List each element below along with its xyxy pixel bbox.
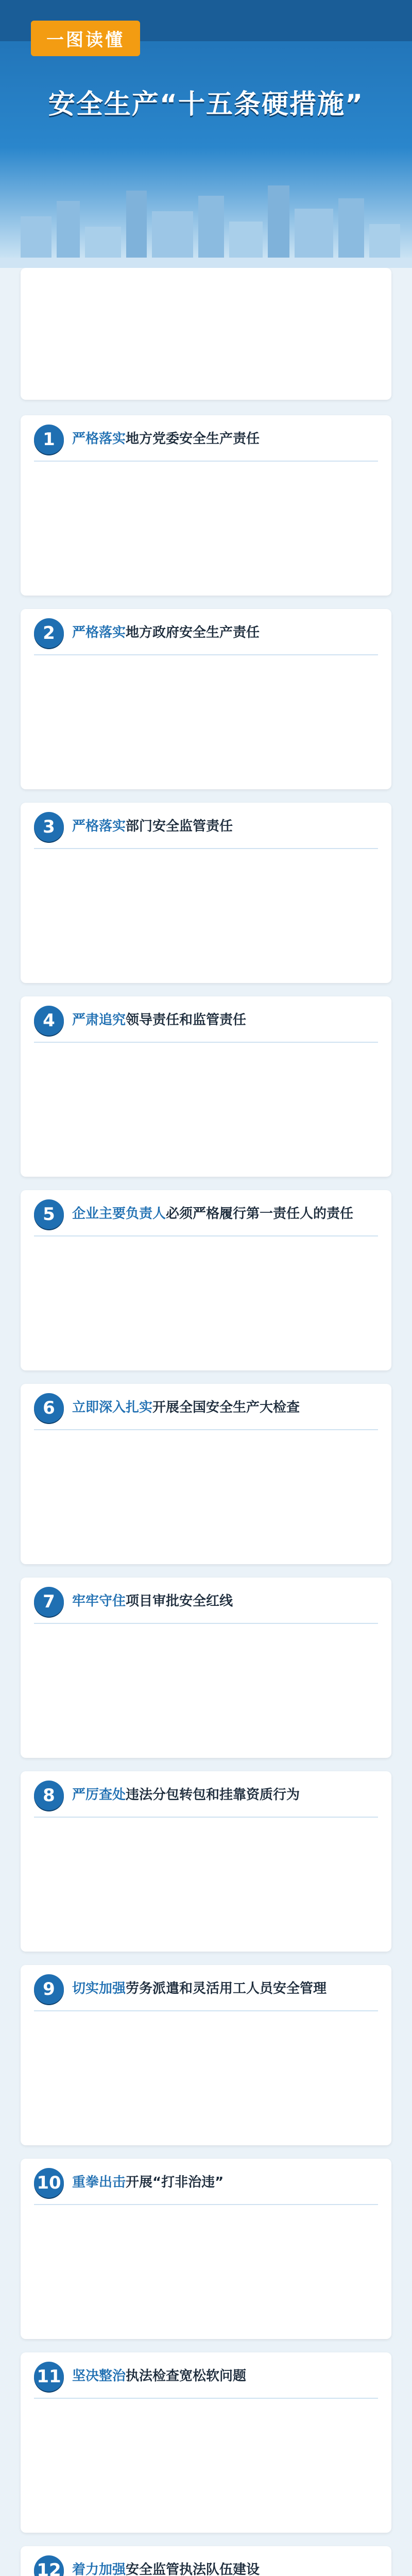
- section-card: [21, 1771, 391, 1952]
- section-body-text: [34, 1050, 378, 1163]
- section-title: [72, 624, 260, 642]
- section-number-badge: 8: [34, 1781, 64, 1810]
- sections-list: [0, 400, 412, 2576]
- section-title: [72, 2174, 224, 2192]
- section-body-text: [34, 856, 378, 970]
- section-title-rest: 执法检查宽松软问题: [126, 2368, 247, 2384]
- section-body-text: [34, 1244, 378, 1357]
- section-card: [21, 996, 391, 1177]
- section-title: [72, 1205, 353, 1223]
- section-title-rest: 部门安全监管责任: [126, 819, 233, 835]
- section-heading: [34, 425, 378, 462]
- section-number-badge: 4: [34, 1006, 64, 1036]
- section-title-rest: 劳务派遣和灵活用工人员安全管理: [126, 1981, 327, 1997]
- section-title-rest: 安全监管执法队伍建设: [126, 2562, 260, 2576]
- section-heading: [34, 618, 378, 655]
- section-title-keyword: 企业主要负责人: [72, 1206, 166, 1222]
- section-number-badge: 9: [34, 1974, 64, 2004]
- section-card: [21, 609, 391, 789]
- section-number-badge: 10: [34, 2168, 64, 2198]
- section-title-keyword: 重拳出击: [72, 2175, 126, 2191]
- section-number-badge: 2: [34, 618, 64, 648]
- section-number-badge: 7: [34, 1587, 64, 1617]
- section-title-keyword: 立即深入扎实: [72, 1400, 153, 1416]
- section-title: [72, 1592, 233, 1611]
- section-title: [72, 1980, 327, 1998]
- section-body-text: [34, 469, 378, 582]
- section-title-rest: 开展全国安全生产大检查: [152, 1400, 300, 1416]
- section-title-keyword: 切实加强: [72, 1981, 126, 1997]
- section-title-rest: 地方党委安全生产责任: [126, 431, 260, 447]
- section-title-keyword: 坚决整治: [72, 2368, 126, 2384]
- intro-paragraph: [21, 268, 391, 400]
- city-skyline-illustration: [0, 180, 412, 268]
- section-title-keyword: 严厉查处: [72, 1787, 126, 1803]
- section-heading: [34, 1006, 378, 1043]
- section-body-text: [34, 2212, 378, 2326]
- section-title-rest: 开展“打非治违”: [126, 2175, 224, 2191]
- section-title-keyword: 牢牢守住: [72, 1594, 126, 1609]
- section-card: [21, 415, 391, 596]
- header-tag: 一图读懂: [31, 21, 140, 56]
- section-card: [21, 2352, 391, 2533]
- section-title-keyword: 严格落实: [72, 625, 126, 641]
- section-card: [21, 1190, 391, 1370]
- section-title-rest: 领导责任和监管责任: [126, 1012, 247, 1028]
- section-number-badge: 3: [34, 812, 64, 842]
- section-title: [72, 2561, 260, 2576]
- section-title: [72, 2367, 246, 2385]
- section-card: [21, 1384, 391, 1564]
- section-title: [72, 1011, 246, 1029]
- section-title-keyword: 严格落实: [72, 819, 126, 835]
- section-card: [21, 2546, 391, 2576]
- section-heading: [34, 1587, 378, 1624]
- section-title-rest: 违法分包转包和挂靠资质行为: [126, 1787, 300, 1803]
- section-heading: [34, 1781, 378, 1818]
- section-body-text: [34, 2019, 378, 2132]
- section-title: [72, 1786, 300, 1804]
- page-title: 安全生产“十五条硬措施”: [48, 89, 364, 120]
- section-body-text: [34, 663, 378, 776]
- section-title-keyword: 严格落实: [72, 431, 126, 447]
- section-number-badge: 5: [34, 1199, 64, 1229]
- section-heading: [34, 1393, 378, 1430]
- section-card: [21, 2159, 391, 2339]
- section-heading: [34, 2168, 378, 2205]
- section-heading: [34, 2555, 378, 2576]
- section-title-keyword: 着力加强: [72, 2562, 126, 2576]
- section-number-badge: 1: [34, 425, 64, 454]
- section-body-text: [34, 1437, 378, 1551]
- section-title-rest: 必须严格履行第一责任人的责任: [166, 1206, 354, 1222]
- section-title-keyword: 严肃追究: [72, 1012, 126, 1028]
- section-card: [21, 1578, 391, 1758]
- section-number-badge: 6: [34, 1393, 64, 1423]
- section-heading: [34, 1199, 378, 1236]
- section-title: [72, 1399, 300, 1417]
- section-body-text: [34, 2406, 378, 2519]
- hero-banner: [0, 0, 412, 268]
- section-heading: [34, 812, 378, 849]
- section-number-badge: 11: [34, 2362, 64, 2392]
- section-card: [21, 803, 391, 983]
- section-title-rest: 地方政府安全生产责任: [126, 625, 260, 641]
- section-number-badge: 12: [34, 2555, 64, 2576]
- section-title: [72, 430, 260, 448]
- section-card: [21, 1965, 391, 2145]
- section-title-rest: 项目审批安全红线: [126, 1594, 233, 1609]
- section-title: [72, 818, 233, 836]
- section-body-text: [34, 1825, 378, 1938]
- section-heading: [34, 1974, 378, 2011]
- section-heading: [34, 2362, 378, 2399]
- section-body-text: [34, 1631, 378, 1744]
